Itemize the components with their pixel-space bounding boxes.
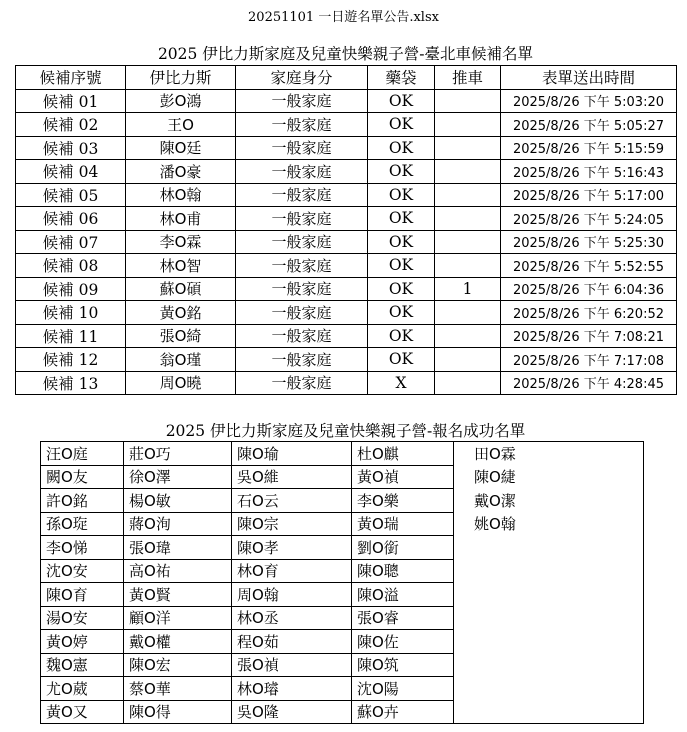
family-status-cell: 一般家庭 — [236, 136, 368, 160]
waitlist-number-cell: 候補 09 — [16, 277, 126, 301]
registered-name-cell: 陳O佐 — [352, 630, 454, 654]
medicine-bag-cell: OK — [368, 113, 435, 137]
header-medicine-bag: 藥袋 — [368, 66, 435, 90]
stroller-cell — [435, 113, 501, 137]
registered-name-cell: 黃O婷 — [41, 630, 124, 654]
header-family-status: 家庭身分 — [236, 66, 368, 90]
waitlist-number-cell: 候補 11 — [16, 324, 126, 348]
waitlist-row — [16, 230, 677, 254]
header-submit-time: 表單送出時間 — [501, 66, 677, 90]
family-status-cell: 一般家庭 — [236, 301, 368, 325]
applicant-name-cell: 王O — [126, 113, 236, 137]
registered-name-cell: 劉O銜 — [352, 536, 454, 560]
family-status-cell: 一般家庭 — [236, 89, 368, 113]
applicant-name-cell: 張O綺 — [126, 324, 236, 348]
registered-name-cell: 蔡O華 — [124, 677, 232, 701]
stroller-cell: 1 — [435, 277, 501, 301]
registered-name-cell: 徐O澤 — [124, 465, 232, 489]
waitlist-header-row — [16, 66, 677, 90]
registered-name-cell: 汪O庭 — [41, 442, 124, 466]
waitlist-number-cell: 候補 08 — [16, 254, 126, 278]
waitlist-row — [16, 160, 677, 184]
stroller-cell — [435, 160, 501, 184]
stroller-cell — [435, 89, 501, 113]
waitlist-row — [16, 136, 677, 160]
registered-name-cell: 楊O敏 — [124, 489, 232, 513]
registered-name-cell — [454, 583, 644, 607]
applicant-name-cell: 林O智 — [126, 254, 236, 278]
registered-row — [41, 512, 644, 536]
registered-row — [41, 700, 644, 724]
stroller-cell — [435, 136, 501, 160]
stroller-cell — [435, 207, 501, 231]
medicine-bag-cell: OK — [368, 160, 435, 184]
family-status-cell: 一般家庭 — [236, 277, 368, 301]
family-status-cell: 一般家庭 — [236, 254, 368, 278]
waitlist-number-cell: 候補 12 — [16, 348, 126, 372]
registered-row — [41, 606, 644, 630]
registered-name-cell — [454, 700, 644, 724]
registered-name-cell — [454, 677, 644, 701]
registered-name-cell: 戴O權 — [124, 630, 232, 654]
submit-time-cell: 2025/8/26 下午 6:04:36 — [501, 277, 677, 301]
medicine-bag-cell: OK — [368, 230, 435, 254]
registered-name-cell: 林O丞 — [232, 606, 352, 630]
registered-name-cell: 林O育 — [232, 559, 352, 583]
submit-time-cell: 2025/8/26 下午 5:25:30 — [501, 230, 677, 254]
registered-row — [41, 465, 644, 489]
medicine-bag-cell: OK — [368, 183, 435, 207]
registered-name-cell: 杜O麒 — [352, 442, 454, 466]
registered-name-cell: 吳O隆 — [232, 700, 352, 724]
registered-name-cell — [454, 630, 644, 654]
registered-name-cell: 陳O宗 — [232, 512, 352, 536]
registered-name-cell: 陳O溢 — [352, 583, 454, 607]
waitlist-row — [16, 371, 677, 395]
header-name: 伊比力斯 — [126, 66, 236, 90]
applicant-name-cell: 潘O豪 — [126, 160, 236, 184]
registered-name-cell: 顧O洋 — [124, 606, 232, 630]
registered-name-cell — [454, 653, 644, 677]
registered-name-cell: 張O睿 — [352, 606, 454, 630]
waitlist-number-cell: 候補 04 — [16, 160, 126, 184]
registered-name-cell: 李O悌 — [41, 536, 124, 560]
waitlist-number-cell: 候補 01 — [16, 89, 126, 113]
registered-name-cell: 程O茹 — [232, 630, 352, 654]
applicant-name-cell: 黃O銘 — [126, 301, 236, 325]
waitlist-number-cell: 候補 06 — [16, 207, 126, 231]
registered-name-cell: 李O樂 — [352, 489, 454, 513]
registered-row — [41, 653, 644, 677]
waitlist-row — [16, 254, 677, 278]
submit-time-cell: 2025/8/26 下午 5:16:43 — [501, 160, 677, 184]
registered-name-cell: 尤O葳 — [41, 677, 124, 701]
submit-time-cell: 2025/8/26 下午 5:15:59 — [501, 136, 677, 160]
applicant-name-cell: 林O翰 — [126, 183, 236, 207]
submit-time-cell: 2025/8/26 下午 7:08:21 — [501, 324, 677, 348]
medicine-bag-cell: OK — [368, 348, 435, 372]
applicant-name-cell: 彭O鴻 — [126, 89, 236, 113]
waitlist-row — [16, 207, 677, 231]
medicine-bag-cell: OK — [368, 207, 435, 231]
waitlist-row — [16, 183, 677, 207]
registered-name-cell: 陳O宏 — [124, 653, 232, 677]
document-filename: 20251101 一日遊名單公告.xlsx — [248, 10, 439, 25]
registered-name-cell: 周O翰 — [232, 583, 352, 607]
registered-name-cell: 陳O聰 — [352, 559, 454, 583]
family-status-cell: 一般家庭 — [236, 183, 368, 207]
registered-name-cell: 田O霖 — [454, 442, 644, 466]
header-waitlist-number: 候補序號 — [16, 66, 126, 90]
submit-time-cell: 2025/8/26 下午 4:28:45 — [501, 371, 677, 395]
registered-row — [41, 489, 644, 513]
registered-row — [41, 583, 644, 607]
registered-row — [41, 442, 644, 466]
stroller-cell — [435, 301, 501, 325]
registered-name-cell: 蔣O洵 — [124, 512, 232, 536]
waitlist-number-cell: 候補 07 — [16, 230, 126, 254]
waitlist-row — [16, 277, 677, 301]
waitlist-number-cell: 候補 02 — [16, 113, 126, 137]
registered-title: 2025 伊比力斯家庭及兒童快樂親子營-報名成功名單 — [165, 422, 526, 440]
applicant-name-cell: 翁O瑾 — [126, 348, 236, 372]
registered-name-cell: 莊O巧 — [124, 442, 232, 466]
applicant-name-cell: 陳O廷 — [126, 136, 236, 160]
submit-time-cell: 2025/8/26 下午 6:20:52 — [501, 301, 677, 325]
registered-name-cell: 湯O安 — [41, 606, 124, 630]
family-status-cell: 一般家庭 — [236, 324, 368, 348]
stroller-cell — [435, 371, 501, 395]
registered-name-cell: 林O璿 — [232, 677, 352, 701]
registered-name-cell: 吳O維 — [232, 465, 352, 489]
registered-name-cell: 石O云 — [232, 489, 352, 513]
stroller-cell — [435, 254, 501, 278]
applicant-name-cell: 李O霖 — [126, 230, 236, 254]
stroller-cell — [435, 230, 501, 254]
registered-name-cell: 黃O又 — [41, 700, 124, 724]
waitlist-row — [16, 348, 677, 372]
registered-row — [41, 559, 644, 583]
medicine-bag-cell: OK — [368, 254, 435, 278]
registered-name-cell: 魏O憲 — [41, 653, 124, 677]
waitlist-row — [16, 301, 677, 325]
family-status-cell: 一般家庭 — [236, 207, 368, 231]
medicine-bag-cell: X — [368, 371, 435, 395]
header-stroller: 推車 — [435, 66, 501, 90]
registered-name-cell: 高O祐 — [124, 559, 232, 583]
waitlist-title: 2025 伊比力斯家庭及兒童快樂親子營-臺北車候補名單 — [157, 45, 534, 63]
applicant-name-cell: 周O曉 — [126, 371, 236, 395]
medicine-bag-cell: OK — [368, 324, 435, 348]
registered-name-cell: 陳O得 — [124, 700, 232, 724]
stroller-cell — [435, 348, 501, 372]
family-status-cell: 一般家庭 — [236, 113, 368, 137]
registered-name-cell: 孫O琁 — [41, 512, 124, 536]
submit-time-cell: 2025/8/26 下午 5:03:20 — [501, 89, 677, 113]
waitlist-number-cell: 候補 10 — [16, 301, 126, 325]
registered-name-cell: 陳O瑜 — [232, 442, 352, 466]
registered-name-cell: 陳O孝 — [232, 536, 352, 560]
registered-name-cell: 陳O筑 — [352, 653, 454, 677]
waitlist-row — [16, 113, 677, 137]
family-status-cell: 一般家庭 — [236, 230, 368, 254]
registered-name-cell: 許O銘 — [41, 489, 124, 513]
registered-name-cell: 沈O陽 — [352, 677, 454, 701]
waitlist-row — [16, 324, 677, 348]
registered-name-cell — [454, 559, 644, 583]
stroller-cell — [435, 324, 501, 348]
registered-name-cell: 黃O賢 — [124, 583, 232, 607]
registered-name-cell: 黃O瑞 — [352, 512, 454, 536]
registered-name-cell: 闕O友 — [41, 465, 124, 489]
registered-name-cell: 黃O禎 — [352, 465, 454, 489]
submit-time-cell: 2025/8/26 下午 7:17:08 — [501, 348, 677, 372]
registered-name-cell: 戴O潔 — [454, 489, 644, 513]
medicine-bag-cell: OK — [368, 136, 435, 160]
submit-time-cell: 2025/8/26 下午 5:17:00 — [501, 183, 677, 207]
medicine-bag-cell: OK — [368, 277, 435, 301]
registered-name-cell: 沈O安 — [41, 559, 124, 583]
registered-name-cell: 張O瑋 — [124, 536, 232, 560]
submit-time-cell: 2025/8/26 下午 5:52:55 — [501, 254, 677, 278]
registered-row — [41, 630, 644, 654]
registered-name-cell — [454, 606, 644, 630]
medicine-bag-cell: OK — [368, 301, 435, 325]
waitlist-number-cell: 候補 13 — [16, 371, 126, 395]
family-status-cell: 一般家庭 — [236, 371, 368, 395]
registered-name-cell: 蘇O卉 — [352, 700, 454, 724]
registered-name-cell: 姚O翰 — [454, 512, 644, 536]
stroller-cell — [435, 183, 501, 207]
registered-row — [41, 536, 644, 560]
registered-name-cell: 陳O緁 — [454, 465, 644, 489]
waitlist-number-cell: 候補 05 — [16, 183, 126, 207]
registered-name-cell: 張O禎 — [232, 653, 352, 677]
waitlist-row — [16, 89, 677, 113]
waitlist-number-cell: 候補 03 — [16, 136, 126, 160]
family-status-cell: 一般家庭 — [236, 348, 368, 372]
registered-table — [40, 441, 644, 724]
family-status-cell: 一般家庭 — [236, 160, 368, 184]
medicine-bag-cell: OK — [368, 89, 435, 113]
registered-name-cell — [454, 536, 644, 560]
applicant-name-cell: 林O甫 — [126, 207, 236, 231]
submit-time-cell: 2025/8/26 下午 5:05:27 — [501, 113, 677, 137]
registered-name-cell: 陳O育 — [41, 583, 124, 607]
applicant-name-cell: 蘇O碩 — [126, 277, 236, 301]
submit-time-cell: 2025/8/26 下午 5:24:05 — [501, 207, 677, 231]
waitlist-table — [15, 65, 677, 395]
registered-row — [41, 677, 644, 701]
